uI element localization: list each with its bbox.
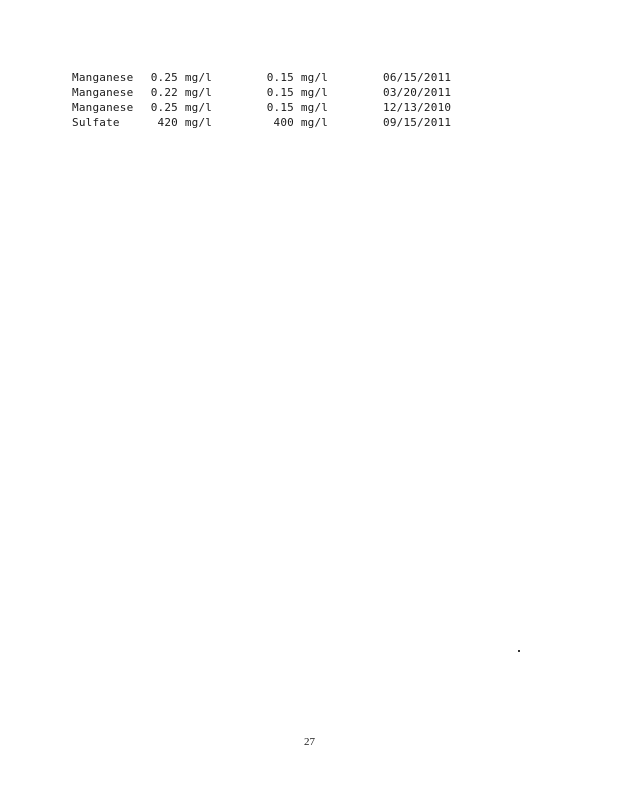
table-row bbox=[0, 85, 619, 100]
limit-level-value: 400 bbox=[273, 116, 294, 129]
sample-date: 03/20/2011 bbox=[383, 86, 452, 99]
measured-level-value: 420 bbox=[157, 116, 178, 129]
page-number: 27 bbox=[304, 736, 315, 748]
limit-level-unit: mg/l bbox=[300, 86, 329, 99]
measured-level bbox=[150, 85, 222, 100]
measured-level-unit: mg/l bbox=[184, 71, 213, 84]
limit-level-value: 0.15 bbox=[266, 71, 294, 84]
measured-level bbox=[150, 100, 222, 115]
limit-level bbox=[262, 100, 342, 115]
measured-level-value: 0.25 bbox=[150, 101, 178, 114]
limit-level-unit: mg/l bbox=[300, 71, 329, 84]
measured-level-unit: mg/l bbox=[184, 116, 213, 129]
scan-speck bbox=[518, 650, 520, 652]
sample-date: 12/13/2010 bbox=[383, 101, 452, 114]
measured-level bbox=[150, 115, 222, 130]
limit-level bbox=[262, 70, 342, 85]
measured-level bbox=[150, 70, 222, 85]
measured-level-value: 0.22 bbox=[150, 86, 178, 99]
table-row bbox=[0, 115, 619, 130]
limit-level-value: 0.15 bbox=[266, 86, 294, 99]
limit-level-unit: mg/l bbox=[300, 116, 329, 129]
limit-level-value: 0.15 bbox=[266, 101, 294, 114]
contaminant-name: Manganese bbox=[72, 101, 134, 114]
results-table bbox=[0, 70, 619, 130]
measured-level-unit: mg/l bbox=[184, 86, 213, 99]
sample-date: 09/15/2011 bbox=[383, 116, 452, 129]
sample-date: 06/15/2011 bbox=[383, 71, 452, 84]
limit-level bbox=[262, 115, 342, 130]
measured-level-unit: mg/l bbox=[184, 101, 213, 114]
limit-level-unit: mg/l bbox=[300, 101, 329, 114]
contaminant-name: Manganese bbox=[72, 86, 134, 99]
contaminant-name: Manganese bbox=[72, 71, 134, 84]
table-row bbox=[0, 100, 619, 115]
measured-level-value: 0.25 bbox=[150, 71, 178, 84]
limit-level bbox=[262, 85, 342, 100]
contaminant-name: Sulfate bbox=[72, 116, 120, 129]
table-row bbox=[0, 70, 619, 85]
